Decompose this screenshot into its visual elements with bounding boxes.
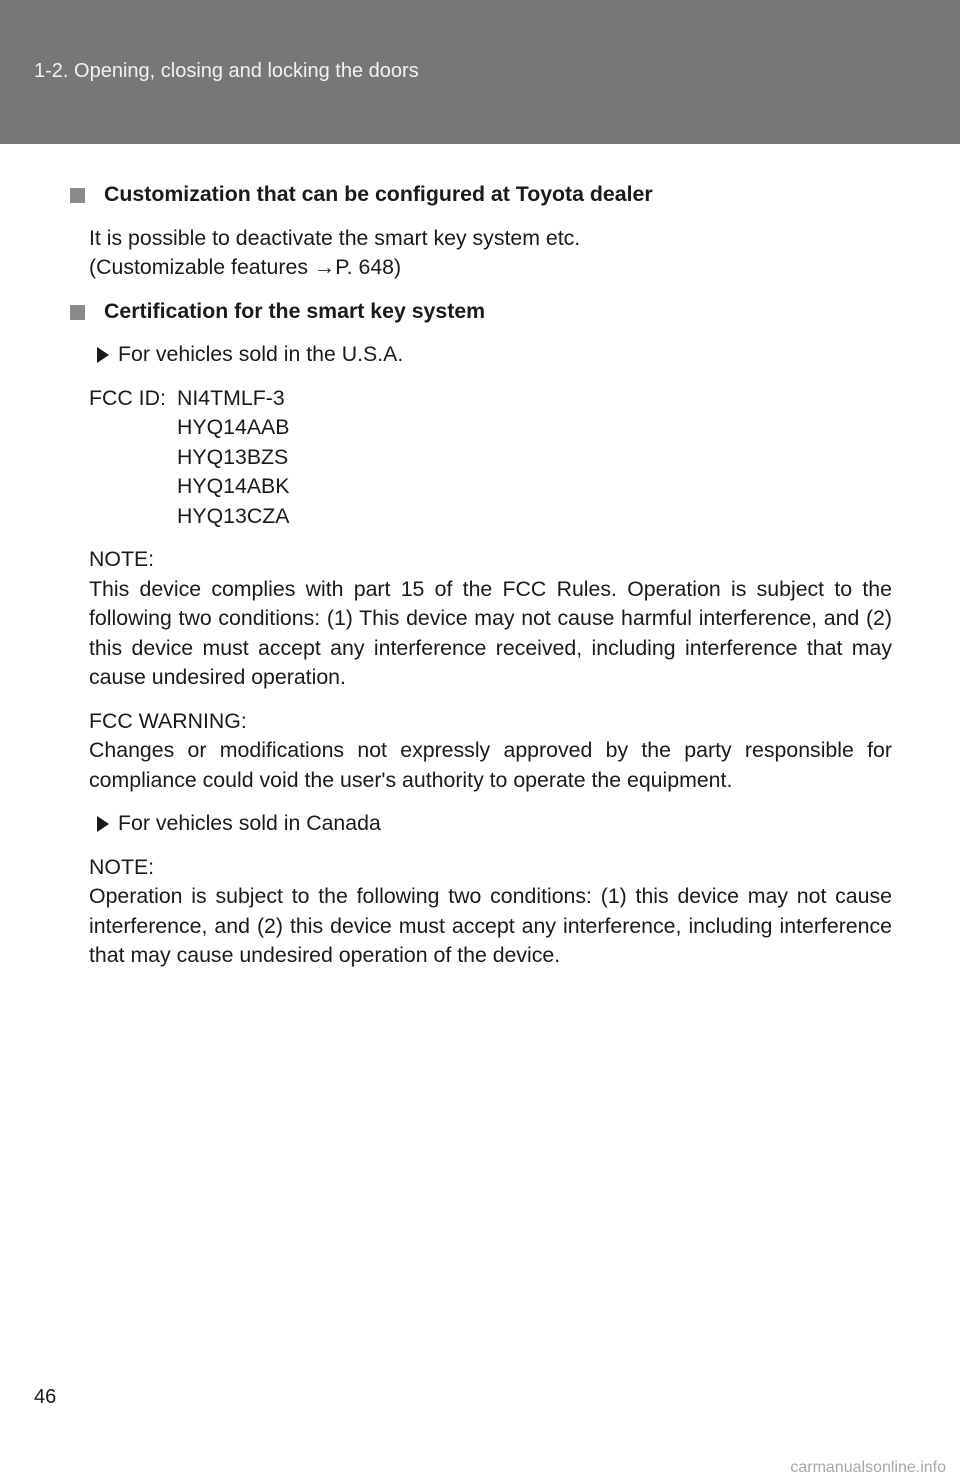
usa-note xyxy=(70,545,892,693)
fcc-id-code: HYQ14AAB xyxy=(177,415,290,439)
page-content xyxy=(70,180,892,985)
section-heading-customization xyxy=(70,180,892,210)
note-text: This device complies with part 15 of the FCC Rules. Operation is subject to the following two conditions: (1) This device may not cause harmful interference, and (2) this device must accept any interference received, including interference that may cause undesired operation. xyxy=(89,576,892,689)
fcc-id-row xyxy=(89,384,892,414)
note-title: NOTE: xyxy=(89,547,155,571)
section-title: 1-2. Opening, closing and locking the doors xyxy=(34,60,419,82)
fcc-id-code: HYQ13CZA xyxy=(177,503,290,528)
note-text: Operation is subject to the following two conditions: (1) this device may not cause interference, and (2) this device must accept any interference, including interference that may cause undesired operation of the device. xyxy=(89,884,892,967)
canada-note xyxy=(70,853,892,971)
warning-title: FCC WARNING: xyxy=(89,708,247,733)
watermark: carmanualsonline.info xyxy=(790,1459,946,1476)
canada-label xyxy=(70,809,892,839)
paragraph-line: (Customizable features →P. 648) xyxy=(89,255,402,279)
note-title: NOTE: xyxy=(89,854,155,879)
usa-label-text: For vehicles sold in the U.S.A. xyxy=(118,342,404,366)
usa-label xyxy=(70,340,892,370)
fcc-id-label: FCC ID: xyxy=(89,385,166,410)
square-bullet-icon xyxy=(70,188,85,203)
heading-text: Certification for the smart key system xyxy=(104,298,486,323)
fcc-id-code: HYQ14ABK xyxy=(177,474,290,498)
fcc-id-list xyxy=(70,384,892,532)
fcc-id-code: NI4TMLF-3 xyxy=(177,385,285,410)
square-bullet-icon xyxy=(70,305,85,320)
canada-label-text: For vehicles sold in Canada xyxy=(118,811,381,835)
paragraph-line: It is possible to deactivate the smart key system etc. xyxy=(89,225,581,250)
section-heading-certification xyxy=(70,297,892,327)
arrow-right-icon xyxy=(97,816,109,832)
arrow-right-icon xyxy=(97,347,109,363)
warning-text: Changes or modifications not expressly approved by the party responsible for compliance could void the user's authority to operate the equipment. xyxy=(89,738,892,792)
customization-paragraph xyxy=(70,224,892,283)
heading-text: Customization that can be configured at Toyota dealer xyxy=(104,182,653,206)
page-number: 46 xyxy=(34,1386,57,1408)
fcc-id-code: HYQ13BZS xyxy=(177,444,289,469)
page-header xyxy=(0,0,960,144)
fcc-warning xyxy=(70,707,892,796)
